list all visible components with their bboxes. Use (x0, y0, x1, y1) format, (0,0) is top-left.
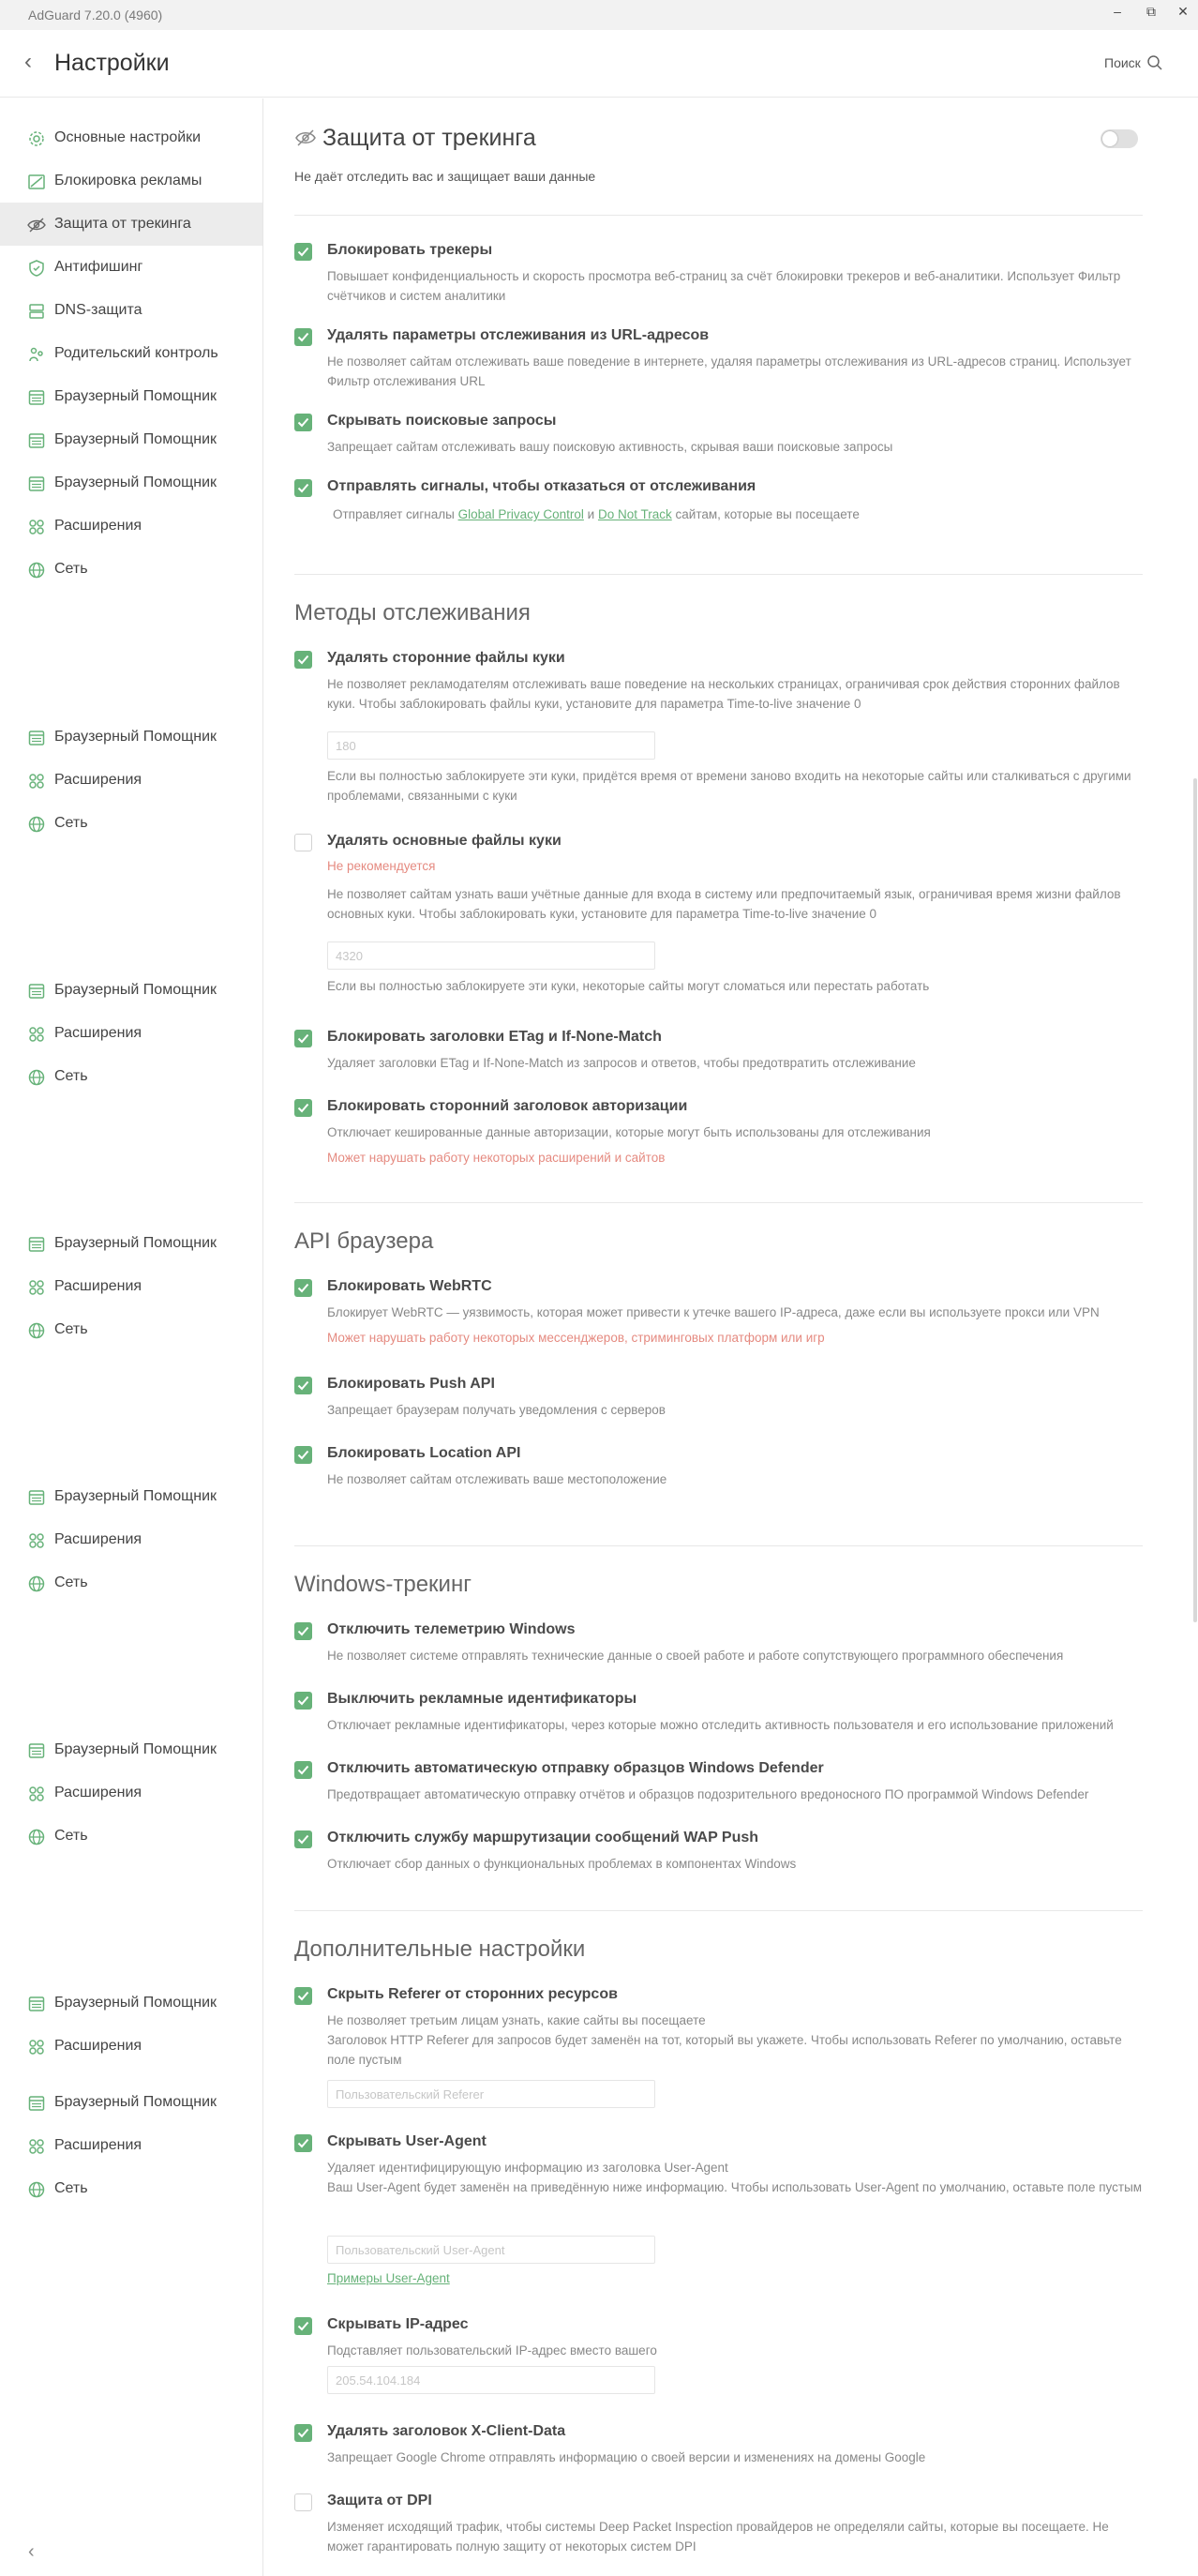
first-party-cookies-title: Удалять основные файлы куки (327, 833, 562, 849)
parental-icon (26, 344, 47, 365)
network-icon (26, 2179, 47, 2200)
etag-checkbox[interactable] (294, 1030, 312, 1047)
checkmark-icon (297, 655, 309, 665)
divider (294, 215, 1143, 216)
divider (294, 1910, 1143, 1911)
checkmark-icon (297, 1765, 309, 1775)
third-party-cookies-note: Если вы полностью заблокируете эти куки, придётся время от времени заново входить на некоторые сайты или сталкиваться с другими проблемами, связанными с куки (327, 769, 1131, 803)
sidebar-item[interactable] (0, 1475, 262, 1518)
sidebar-item-label: Браузерный Помощник (54, 1488, 217, 1504)
sidebar-item[interactable] (0, 461, 262, 505)
windows-tracking-heading: Windows-трекинг (294, 1572, 472, 1597)
sidebar-item[interactable] (0, 1771, 262, 1815)
sidebar-item[interactable] (0, 159, 262, 203)
sidebar-item-label: Защита от трекинга (54, 216, 191, 232)
sidebar-item-label: Расширения (54, 1531, 142, 1547)
checkmark-icon (297, 2321, 309, 2331)
tracking-protection-toggle[interactable] (1101, 129, 1138, 148)
wap-push-desc: Отключает сбор данных о функциональных проблемах в компонентах Windows (327, 1857, 797, 1871)
sidebar-item-label: Браузерный Помощник (54, 1995, 217, 2011)
hide-ip-checkbox[interactable] (294, 2317, 312, 2335)
dpi-checkbox[interactable] (294, 2493, 312, 2511)
block-trackers-title: Блокировать трекеры (327, 242, 493, 258)
checkmark-icon (297, 332, 309, 342)
sidebar-item[interactable] (0, 332, 262, 375)
auth-header-title: Блокировать сторонний заголовок авторизации (327, 1098, 688, 1114)
network-icon (26, 1320, 47, 1341)
browser-assistant-icon (26, 387, 47, 408)
checkmark-icon (297, 1450, 309, 1460)
checkmark-icon (297, 483, 309, 493)
extensions-icon (26, 1024, 47, 1045)
checkmark-icon (297, 1283, 309, 1293)
sidebar-item[interactable] (0, 802, 262, 845)
sidebar-item-label: Браузерный Помощник (54, 982, 217, 998)
sidebar-item[interactable] (0, 505, 262, 548)
network-icon (26, 1827, 47, 1847)
search-button[interactable]: Поиск (1104, 55, 1141, 70)
telemetry-desc: Не позволяет системе отправлять технические данные о своей работе и работе сопутствующего программного обеспечения (327, 1649, 1064, 1663)
opt-out-desc-and: и (587, 507, 595, 521)
location-api-title: Блокировать Location API (327, 1445, 521, 1461)
sidebar-item[interactable] (0, 2124, 262, 2167)
push-api-desc: Запрещает браузерам получать уведомления с серверов (327, 1403, 666, 1417)
sidebar-item[interactable] (0, 1308, 262, 1351)
referer-checkbox[interactable] (294, 1987, 312, 2005)
checkmark-icon (297, 1834, 309, 1845)
browser-assistant-icon (26, 1234, 47, 1255)
auth-header-checkbox[interactable] (294, 1099, 312, 1117)
close-button[interactable]: ✕ (1177, 4, 1189, 19)
third-party-cookies-checkbox[interactable] (294, 651, 312, 669)
opt-out-desc-post: сайтам, которые вы посещаете (675, 507, 860, 521)
network-icon (26, 1067, 47, 1088)
referer-desc-2: Заголовок HTTP Referer для запросов будет заменён на тот, который вы укажете. Чтобы использовать Referer по умолчанию, оставьте поле пустым (327, 2033, 1122, 2067)
webrtc-desc: Блокирует WebRTC — уязвимость, которая может привести к утечке вашего IP-адреса, даже если вы используете прокси или VPN (327, 1305, 1100, 1319)
checkmark-icon (297, 2428, 309, 2438)
page-title: Настройки (54, 50, 170, 76)
referer-input[interactable]: Пользовательский Referer (327, 2080, 655, 2108)
x-client-data-title: Удалять заголовок X-Client-Data (327, 2423, 566, 2439)
sidebar-item-label: Браузерный Помощник (54, 475, 217, 490)
x-client-data-desc: Запрещает Google Chrome отправлять информацию о своей версии и изменениях на домены Google (327, 2450, 926, 2464)
sidebar-item[interactable] (0, 1055, 262, 1098)
global-privacy-control-link[interactable]: Global Privacy Control (457, 507, 584, 521)
network-icon (26, 814, 47, 835)
browser-assistant-icon (26, 430, 47, 451)
ad-ids-desc: Отключает рекламные идентификаторы, через которые можно отследить активность пользователя и его использование приложений (327, 1718, 1114, 1732)
section-title: Защита от трекинга (322, 125, 536, 151)
first-party-cookies-desc: Не позволяет сайтам узнать ваши учётные данные для входа в систему или предпочитаемый язык, ограничивая время жизни файлов основных куки. Чтобы заблокировать куки, установите для параметра Time-to-live значение 0 (327, 887, 1121, 921)
dns-icon (26, 301, 47, 322)
sidebar-item[interactable] (0, 1222, 262, 1265)
push-api-checkbox[interactable] (294, 1377, 312, 1394)
user-agent-title: Скрывать User-Agent (327, 2133, 487, 2149)
sidebar-item[interactable] (0, 2081, 262, 2124)
dpi-desc: Изменяет исходящий трафик, чтобы системы Deep Packet Inspection провайдеров не определяли сайты, которые вы посещаете. Не может гарантировать полную защиту от некоторых систем DPI (327, 2520, 1109, 2553)
checkmark-icon (297, 247, 309, 257)
defender-title: Отключить автоматическую отправку образцов Windows Defender (327, 1760, 824, 1776)
divider (294, 1202, 1143, 1203)
user-agent-desc: Удаляет идентифицирующую информацию из заголовка User-Agent (327, 2161, 728, 2175)
url-params-checkbox[interactable] (294, 328, 312, 346)
third-party-cookies-desc: Не позволяет рекламодателям отслеживать ваше поведение на нескольких страницах, ограничивая срок действия сторонних файлов куки. Чтобы заблокировать файлы куки, установите для параметра Time-to-live значение 0 (327, 677, 1120, 711)
hide-search-title: Скрывать поисковые запросы (327, 413, 557, 429)
checkmark-icon (297, 1626, 309, 1636)
divider (294, 1545, 1143, 1546)
header (0, 30, 1198, 98)
hide-search-desc: Запрещает сайтам отслеживать вашу поисковую активность, скрывая ваши поисковые запросы (327, 440, 893, 454)
section-subtitle: Не даёт отследить вас и защищает ваши данные (294, 169, 596, 184)
network-icon (26, 560, 47, 580)
location-api-checkbox[interactable] (294, 1446, 312, 1464)
advanced-heading: Дополнительные настройки (294, 1936, 586, 1962)
browser-api-heading: API браузера (294, 1228, 434, 1254)
ad-ids-checkbox[interactable] (294, 1692, 312, 1710)
gear-icon (26, 128, 47, 149)
user-agent-examples-link[interactable]: Примеры User-Agent (327, 2271, 450, 2285)
sidebar (0, 98, 263, 2576)
collapse-sidebar-icon[interactable]: ‹ (28, 2541, 35, 2562)
sidebar-item[interactable] (0, 375, 262, 418)
hide-ip-title: Скрывать IP-адрес (327, 2316, 469, 2332)
sidebar-item-label: Сеть (54, 1321, 88, 1337)
do-not-track-link[interactable]: Do Not Track (597, 507, 672, 521)
shield-icon (26, 258, 47, 279)
extensions-icon (26, 2136, 47, 2157)
checkmark-icon (297, 1033, 309, 1044)
location-api-desc: Не позволяет сайтам отслеживать ваше местоположение (327, 1472, 667, 1486)
telemetry-checkbox[interactable] (294, 1622, 312, 1640)
title-bar (0, 0, 1198, 30)
checkmark-icon (297, 1991, 309, 2001)
browser-assistant-icon (26, 1487, 47, 1508)
sidebar-item[interactable] (0, 2025, 262, 2068)
sidebar-item[interactable] (0, 1815, 262, 1858)
browser-assistant-icon (26, 2093, 47, 2114)
browser-assistant-icon (26, 981, 47, 1002)
x-client-data-checkbox[interactable] (294, 2424, 312, 2442)
third-party-cookies-ttl-input[interactable]: 180 (327, 731, 655, 760)
checkmark-icon (297, 1103, 309, 1113)
referer-title: Скрыть Referer от сторонних ресурсов (327, 1986, 618, 2002)
scrollbar-thumb[interactable] (1193, 778, 1197, 1622)
extensions-icon (26, 1277, 47, 1298)
ad-block-icon (26, 172, 47, 192)
sidebar-item[interactable] (0, 1265, 262, 1308)
main-content (263, 98, 1191, 2576)
sidebar-item[interactable] (0, 1561, 262, 1604)
sidebar-item[interactable] (0, 289, 262, 332)
sidebar-item-label: Основные настройки (54, 129, 202, 145)
app-title: AdGuard 7.20.0 (4960) (28, 8, 163, 23)
sidebar-item-label: Расширения (54, 1278, 142, 1294)
sidebar-item[interactable] (0, 246, 262, 289)
checkmark-icon (297, 2138, 309, 2148)
browser-assistant-icon (26, 1994, 47, 2014)
sidebar-item-label: Браузерный Помощник (54, 2094, 217, 2110)
url-params-title: Удалять параметры отслеживания из URL-адресов (327, 327, 710, 343)
webrtc-checkbox[interactable] (294, 1279, 312, 1297)
browser-assistant-icon (26, 728, 47, 748)
referer-desc: Не позволяет третьим лицам узнать, какие сайты вы посещаете (327, 2013, 706, 2027)
sidebar-item[interactable] (0, 2167, 262, 2210)
sidebar-item-label: Расширения (54, 518, 142, 534)
minimize-button[interactable]: – (1114, 4, 1121, 19)
eye-off-icon (26, 215, 47, 235)
extensions-icon (26, 1784, 47, 1804)
defender-checkbox[interactable] (294, 1761, 312, 1779)
sidebar-item-label: Родительский контроль (54, 345, 218, 361)
sidebar-item-label: Антифишинг (54, 259, 143, 275)
sidebar-item-label: Сеть (54, 1574, 88, 1590)
opt-out-desc (333, 505, 1148, 524)
auth-header-desc: Отключает кешированные данные авторизации, которые могут быть использованы для отслеживания (327, 1125, 931, 1139)
dpi-title: Защита от DPI (327, 2493, 432, 2508)
sidebar-item-label: Браузерный Помощник (54, 388, 217, 404)
hide-ip-desc: Подставляет пользовательский IP-адрес вместо вашего (327, 2343, 657, 2358)
sidebar-item-label: Браузерный Помощник (54, 431, 217, 447)
webrtc-warning: Может нарушать работу некоторых мессенджеров, стриминговых платформ или игр (327, 1331, 825, 1345)
first-party-cookies-checkbox[interactable] (294, 834, 312, 851)
extensions-icon (26, 1530, 47, 1551)
search-icon[interactable] (1146, 54, 1163, 71)
sidebar-item-label: DNS-защита (54, 302, 142, 318)
ad-ids-title: Выключить рекламные идентификаторы (327, 1691, 637, 1707)
sidebar-item-label: Расширения (54, 772, 142, 788)
user-agent-checkbox[interactable] (294, 2134, 312, 2152)
wap-push-checkbox[interactable] (294, 1830, 312, 1848)
sidebar-item[interactable] (0, 759, 262, 802)
sidebar-item[interactable] (0, 203, 262, 246)
sidebar-item[interactable] (0, 969, 262, 1012)
sidebar-item-label: Браузерный Помощник (54, 1741, 217, 1757)
sidebar-item[interactable] (0, 1981, 262, 2025)
sidebar-item-label: Сеть (54, 561, 88, 577)
checkmark-icon (297, 1380, 309, 1391)
divider (294, 574, 1143, 575)
sidebar-item[interactable] (0, 716, 262, 759)
first-party-cookies-ttl-input[interactable]: 4320 (327, 942, 655, 970)
sidebar-item-label: Расширения (54, 2038, 142, 2054)
user-agent-desc-2: Ваш User-Agent будет заменён на приведённую ниже информацию. Чтобы использовать User-Agent по умолчанию, оставьте поле пустым (327, 2180, 1143, 2194)
browser-assistant-icon (26, 474, 47, 494)
etag-desc: Удаляет заголовки ETag и If-None-Match из запросов и ответов, чтобы предотвратить отслеживание (327, 1056, 916, 1070)
sidebar-item[interactable] (0, 1728, 262, 1771)
sidebar-item[interactable] (0, 116, 262, 159)
sidebar-item-label: Расширения (54, 2137, 142, 2153)
third-party-cookies-title: Удалять сторонние файлы куки (327, 650, 565, 666)
opt-out-checkbox[interactable] (294, 479, 312, 497)
custom-ip-input[interactable]: 205.54.104.184 (327, 2366, 655, 2394)
tracking-methods-heading: Методы отслеживания (294, 600, 531, 625)
sidebar-item[interactable] (0, 1518, 262, 1561)
first-party-cookies-note: Если вы полностью заблокируете эти куки, некоторые сайты могут сломаться или перестать работать (327, 979, 930, 993)
defender-desc: Предотвращает автоматическую отправку отчётов и образцов подозрительного вредоносного ПО программой Windows Defender (327, 1787, 1089, 1801)
sidebar-item[interactable] (0, 548, 262, 591)
extensions-icon (26, 771, 47, 791)
sidebar-item-label: Расширения (54, 1025, 142, 1041)
back-arrow-icon[interactable]: ‹ (24, 49, 32, 74)
maximize-button[interactable]: ⧉ (1146, 4, 1156, 19)
sidebar-item-label: Сеть (54, 815, 88, 831)
sidebar-item-label: Сеть (54, 2180, 88, 2196)
wap-push-title: Отключить службу маршрутизации сообщений WAP Push (327, 1830, 759, 1845)
extensions-icon (26, 517, 47, 537)
extensions-icon (26, 2037, 47, 2057)
auth-header-warning: Может нарушать работу некоторых расширений и сайтов (327, 1151, 666, 1165)
url-params-desc: Не позволяет сайтам отслеживать ваше поведение в интернете, удаляя параметры отслеживания из URL-адресов страниц. Использует Фильтр отслеживания URL (327, 354, 1131, 388)
opt-out-desc-pre: Отправляет сигналы (333, 507, 455, 521)
sidebar-item-label: Сеть (54, 1828, 88, 1844)
user-agent-input[interactable]: Пользовательский User-Agent (327, 2236, 655, 2264)
first-party-cookies-warning: Не рекомендуется (327, 859, 436, 873)
hide-search-checkbox[interactable] (294, 414, 312, 431)
block-trackers-desc: Повышает конфиденциальность и скорость просмотра веб-страниц за счёт блокировки трекеров и веб-аналитики. Использует Фильтр счётчиков и систем аналитики (327, 269, 1121, 303)
sidebar-item[interactable] (0, 418, 262, 461)
sidebar-item-label: Сеть (54, 1068, 88, 1084)
sidebar-item[interactable] (0, 1012, 262, 1055)
push-api-title: Блокировать Push API (327, 1376, 495, 1392)
webrtc-title: Блокировать WebRTC (327, 1278, 492, 1294)
sidebar-item-label: Браузерный Помощник (54, 1235, 217, 1251)
telemetry-title: Отключить телеметрию Windows (327, 1621, 576, 1637)
sidebar-item-label: Блокировка рекламы (54, 173, 202, 188)
opt-out-title: Отправлять сигналы, чтобы отказаться от отслеживания (327, 478, 756, 494)
etag-title: Блокировать заголовки ETag и If-None-Match (327, 1029, 662, 1045)
checkmark-icon (297, 1695, 309, 1706)
browser-assistant-icon (26, 1740, 47, 1761)
sidebar-item-label: Расширения (54, 1785, 142, 1800)
eye-off-icon (294, 128, 317, 147)
sidebar-item-label: Браузерный Помощник (54, 729, 217, 745)
checkmark-icon (297, 417, 309, 428)
network-icon (26, 1574, 47, 1594)
block-trackers-checkbox[interactable] (294, 243, 312, 261)
